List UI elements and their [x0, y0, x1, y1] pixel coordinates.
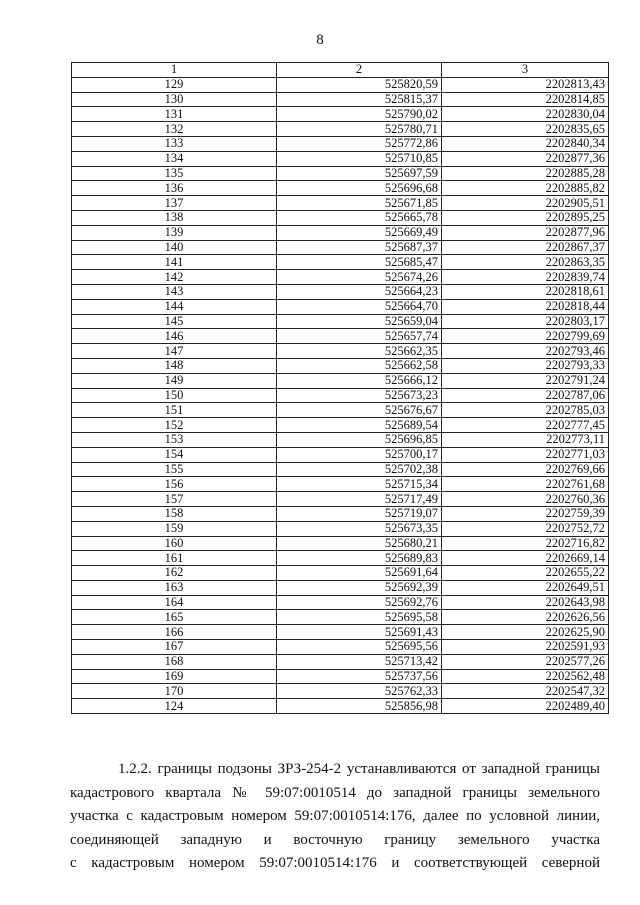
table-row	[72, 151, 609, 166]
y-coordinate-cell: 2202591,93	[442, 640, 609, 655]
point-number-cell: 132	[72, 122, 277, 137]
y-coordinate-cell: 2202835,65	[442, 122, 609, 137]
x-coordinate-cell: 525680,21	[277, 536, 442, 551]
table-row	[72, 270, 609, 285]
x-coordinate-cell: 525700,17	[277, 447, 442, 462]
table-row	[72, 388, 609, 403]
y-coordinate-cell: 2202895,25	[442, 210, 609, 225]
page-number: 8	[316, 32, 324, 48]
x-coordinate-cell: 525715,34	[277, 477, 442, 492]
table-row	[72, 566, 609, 581]
y-coordinate-cell: 2202626,56	[442, 610, 609, 625]
table-row	[72, 462, 609, 477]
y-coordinate-cell: 2202655,22	[442, 566, 609, 581]
table-row	[72, 344, 609, 359]
y-coordinate-cell: 2202489,40	[442, 699, 609, 714]
table-row	[72, 255, 609, 270]
x-coordinate-cell: 525702,38	[277, 462, 442, 477]
y-coordinate-cell: 2202625,90	[442, 625, 609, 640]
x-coordinate-cell: 525687,37	[277, 240, 442, 255]
paragraph-line: с кадастровым номером 59:07:0010514:176 и соответствующей северной	[70, 855, 600, 871]
x-coordinate-cell: 525692,76	[277, 595, 442, 610]
x-coordinate-cell: 525669,49	[277, 225, 442, 240]
table-row	[72, 477, 609, 492]
y-coordinate-cell: 2202769,66	[442, 462, 609, 477]
table-row	[72, 166, 609, 181]
table-row	[72, 699, 609, 714]
point-number-cell: 159	[72, 521, 277, 536]
table-row	[72, 640, 609, 655]
y-coordinate-cell: 2202787,06	[442, 388, 609, 403]
table-row	[72, 669, 609, 684]
point-number-cell: 140	[72, 240, 277, 255]
point-number-cell: 144	[72, 299, 277, 314]
table-row	[72, 625, 609, 640]
point-number-cell: 149	[72, 373, 277, 388]
x-coordinate-cell: 525659,04	[277, 314, 442, 329]
x-coordinate-cell: 525695,56	[277, 640, 442, 655]
y-coordinate-cell: 2202577,26	[442, 654, 609, 669]
column-header-x: 2	[277, 63, 442, 78]
column-header-y: 3	[442, 63, 609, 78]
y-coordinate-cell: 2202777,45	[442, 418, 609, 433]
point-number-cell: 164	[72, 595, 277, 610]
x-coordinate-cell: 525657,74	[277, 329, 442, 344]
y-coordinate-cell: 2202773,11	[442, 432, 609, 447]
y-coordinate-cell: 2202885,28	[442, 166, 609, 181]
x-coordinate-cell: 525780,71	[277, 122, 442, 137]
point-number-cell: 157	[72, 492, 277, 507]
table-header-row	[72, 63, 609, 78]
table-row	[72, 654, 609, 669]
y-coordinate-cell: 2202840,34	[442, 136, 609, 151]
point-number-cell: 158	[72, 506, 277, 521]
x-coordinate-cell: 525820,59	[277, 77, 442, 92]
y-coordinate-cell: 2202752,72	[442, 521, 609, 536]
point-number-cell: 124	[72, 699, 277, 714]
x-coordinate-cell: 525674,26	[277, 270, 442, 285]
y-coordinate-cell: 2202877,36	[442, 151, 609, 166]
x-coordinate-cell: 525856,98	[277, 699, 442, 714]
y-coordinate-cell: 2202643,98	[442, 595, 609, 610]
point-number-cell: 130	[72, 92, 277, 107]
table-row	[72, 299, 609, 314]
point-number-cell: 162	[72, 566, 277, 581]
y-coordinate-cell: 2202867,37	[442, 240, 609, 255]
y-coordinate-cell: 2202813,43	[442, 77, 609, 92]
point-number-cell: 152	[72, 418, 277, 433]
paragraph-line: кадастрового квартала № 59:07:0010514 до западной границы земельного	[70, 784, 600, 801]
table-row	[72, 536, 609, 551]
point-number-cell: 135	[72, 166, 277, 181]
point-number-cell: 146	[72, 329, 277, 344]
point-number-cell: 167	[72, 640, 277, 655]
x-coordinate-cell: 525662,35	[277, 344, 442, 359]
y-coordinate-cell: 2202716,82	[442, 536, 609, 551]
y-coordinate-cell: 2202885,82	[442, 181, 609, 196]
table-row	[72, 92, 609, 107]
table-row	[72, 107, 609, 122]
x-coordinate-cell: 525689,83	[277, 551, 442, 566]
table-row	[72, 210, 609, 225]
point-number-cell: 139	[72, 225, 277, 240]
x-coordinate-cell: 525696,85	[277, 432, 442, 447]
y-coordinate-cell: 2202562,48	[442, 669, 609, 684]
x-coordinate-cell: 525710,85	[277, 151, 442, 166]
table-row	[72, 122, 609, 137]
x-coordinate-cell: 525719,07	[277, 506, 442, 521]
paragraph-line: соединяющей западную и восточную границу земельного участка	[70, 831, 600, 848]
point-number-cell: 142	[72, 270, 277, 285]
y-coordinate-cell: 2202818,61	[442, 284, 609, 299]
point-number-cell: 168	[72, 654, 277, 669]
y-coordinate-cell: 2202547,32	[442, 684, 609, 699]
point-number-cell: 170	[72, 684, 277, 699]
x-coordinate-cell: 525685,47	[277, 255, 442, 270]
table-row	[72, 418, 609, 433]
point-number-cell: 145	[72, 314, 277, 329]
y-coordinate-cell: 2202877,96	[442, 225, 609, 240]
x-coordinate-cell: 525691,43	[277, 625, 442, 640]
table-row	[72, 521, 609, 536]
x-coordinate-cell: 525689,54	[277, 418, 442, 433]
x-coordinate-cell: 525692,39	[277, 580, 442, 595]
table-row	[72, 240, 609, 255]
table-row	[72, 77, 609, 92]
x-coordinate-cell: 525717,49	[277, 492, 442, 507]
table-row	[72, 403, 609, 418]
x-coordinate-cell: 525695,58	[277, 610, 442, 625]
point-number-cell: 160	[72, 536, 277, 551]
point-number-cell: 143	[72, 284, 277, 299]
point-number-cell: 166	[72, 625, 277, 640]
y-coordinate-cell: 2202818,44	[442, 299, 609, 314]
y-coordinate-cell: 2202839,74	[442, 270, 609, 285]
x-coordinate-cell: 525664,70	[277, 299, 442, 314]
x-coordinate-cell: 525691,64	[277, 566, 442, 581]
table-row	[72, 181, 609, 196]
point-number-cell: 133	[72, 136, 277, 151]
table-row	[72, 684, 609, 699]
table-row	[72, 329, 609, 344]
point-number-cell: 148	[72, 358, 277, 373]
y-coordinate-cell: 2202761,68	[442, 477, 609, 492]
x-coordinate-cell: 525673,35	[277, 521, 442, 536]
x-coordinate-cell: 525671,85	[277, 196, 442, 211]
point-number-cell: 141	[72, 255, 277, 270]
y-coordinate-cell: 2202649,51	[442, 580, 609, 595]
x-coordinate-cell: 525762,33	[277, 684, 442, 699]
point-number-cell: 150	[72, 388, 277, 403]
table-row	[72, 196, 609, 211]
y-coordinate-cell: 2202793,46	[442, 344, 609, 359]
table-row	[72, 506, 609, 521]
y-coordinate-cell: 2202771,03	[442, 447, 609, 462]
boundary-description-paragraph	[70, 758, 600, 876]
x-coordinate-cell: 525697,59	[277, 166, 442, 181]
table-row	[72, 432, 609, 447]
table-row	[72, 225, 609, 240]
x-coordinate-cell: 525790,02	[277, 107, 442, 122]
x-coordinate-cell: 525815,37	[277, 92, 442, 107]
y-coordinate-cell: 2202803,17	[442, 314, 609, 329]
x-coordinate-cell: 525737,56	[277, 669, 442, 684]
y-coordinate-cell: 2202863,35	[442, 255, 609, 270]
point-number-cell: 137	[72, 196, 277, 211]
y-coordinate-cell: 2202791,24	[442, 373, 609, 388]
x-coordinate-cell: 525696,68	[277, 181, 442, 196]
point-number-cell: 153	[72, 432, 277, 447]
x-coordinate-cell: 525665,78	[277, 210, 442, 225]
y-coordinate-cell: 2202830,04	[442, 107, 609, 122]
point-number-cell: 147	[72, 344, 277, 359]
y-coordinate-cell: 2202793,33	[442, 358, 609, 373]
x-coordinate-cell: 525676,67	[277, 403, 442, 418]
point-number-cell: 165	[72, 610, 277, 625]
table-row	[72, 492, 609, 507]
x-coordinate-cell: 525662,58	[277, 358, 442, 373]
point-number-cell: 138	[72, 210, 277, 225]
point-number-cell: 161	[72, 551, 277, 566]
paragraph-line: участка с кадастровым номером 59:07:0010514:176, далее по условной линии,	[70, 808, 600, 824]
x-coordinate-cell: 525664,23	[277, 284, 442, 299]
point-number-cell: 134	[72, 151, 277, 166]
table-row	[72, 373, 609, 388]
point-number-cell: 155	[72, 462, 277, 477]
table-row	[72, 358, 609, 373]
point-number-cell: 163	[72, 580, 277, 595]
x-coordinate-cell: 525666,12	[277, 373, 442, 388]
y-coordinate-cell: 2202814,85	[442, 92, 609, 107]
paragraph-line: 1.2.2. границы подзоны ЗРЗ-254-2 устанавливаются от западной границы	[118, 761, 600, 777]
column-header-point-number: 1	[72, 63, 277, 78]
point-number-cell: 169	[72, 669, 277, 684]
y-coordinate-cell: 2202905,51	[442, 196, 609, 211]
point-number-cell: 131	[72, 107, 277, 122]
point-number-cell: 156	[72, 477, 277, 492]
table-row	[72, 580, 609, 595]
y-coordinate-cell: 2202669,14	[442, 551, 609, 566]
table-row	[72, 136, 609, 151]
table-row	[72, 284, 609, 299]
coordinates-table	[71, 62, 609, 714]
point-number-cell: 154	[72, 447, 277, 462]
table-row	[72, 551, 609, 566]
x-coordinate-cell: 525772,86	[277, 136, 442, 151]
y-coordinate-cell: 2202799,69	[442, 329, 609, 344]
x-coordinate-cell: 525673,23	[277, 388, 442, 403]
y-coordinate-cell: 2202785,03	[442, 403, 609, 418]
y-coordinate-cell: 2202760,36	[442, 492, 609, 507]
point-number-cell: 136	[72, 181, 277, 196]
table-row	[72, 314, 609, 329]
y-coordinate-cell: 2202759,39	[442, 506, 609, 521]
table-row	[72, 595, 609, 610]
point-number-cell: 129	[72, 77, 277, 92]
table-row	[72, 447, 609, 462]
x-coordinate-cell: 525713,42	[277, 654, 442, 669]
table-row	[72, 610, 609, 625]
point-number-cell: 151	[72, 403, 277, 418]
